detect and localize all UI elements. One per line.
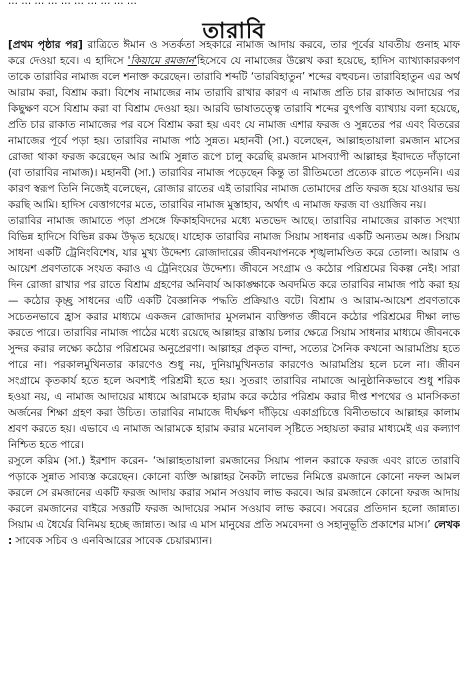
paragraph-2: তারাবির নামাজ জামাতে পড়া প্রসঙ্গে ফিকাহবিদদের মধ্যে মতভেদ আছে। তারাবির নামাজের রাকাত সংখ্যা বিভিন্ন হাদিসে বিভিন্ন রকম উদ্ধৃত হয়েছে। যাহোক তারাবির নামাজ সিয়াম সাধনার একটি অন্যতম অঙ্গ। সিয়াম সাধনা একটি ট্রেনিংবিশেষ, যার মুখ্য উদ্দেশ্য রোজাদারের জীবনযাপনকে শৃঙ্খলামণ্ডিত করে তোলা। আরাম ও আয়েশ প্রবণতাকে সংযত করাও এ ট্রেনিংয়ের উদ্দেশ্য। জীবনে সংগ্রাম ও কঠোর পরিশ্রমের বিকল্প নেই। সারা দিন রোজা রাখার পর রাতে বিশ্রাম গ্রহণের অনিবার্য আকাঙ্ক্ষাকে অবদমিত করে তারাবির নামাজ পাঠ করা হয়— কঠোর কৃচ্ছ্র সাধনের এটি একটি বৈজ্ঞানিক পদ্ধতি প্রক্রিয়াও বটে। বিশ্রাম ও আরাম-আয়েশ প্রবণতাকে সচেতনভাবে হ্রাস করার মাধ্যমে একজন রোজাদার মুসলমান ব্যক্তিগত জীবনে কঠোর পরিশ্রমের দীক্ষা লাভ করতে পারে। তারাবির নামাজ পাঠের মধ্যে রয়েছে আল্লাহর রাস্তায় চলার ক্ষেত্রে সিয়াম সাধনার মাধ্যমে জীবনকে সুন্দর করার লক্ষ্যে কঠোর পরিশ্রমের অনুপ্রেরণা। আল্লাহর প্রকৃত বান্দা, সত্যের সৈনিক কখনো আরামপ্রিয় হতে পারে না। পরকালমুখিনতার কারণেও শুধু নয়, দুনিয়ামুখিনতার কারণেও আরামপ্রিয় হলে চলে না। জীবন সংগ্রামে কৃতকার্য হতে হলে অবশ্যই পরিশ্রমী হতে হয়। সুতরাং তারাবির নামাজে আনুষ্ঠানিকভাবে শুধু শরিক হওয়া নয়, এ নামাজ আদায়ের মাধ্যমে আরামকে হারাম করে কঠোর পরিশ্রম করার দীপ্ত শপথের ও মানসিকতা অর্জনের শিক্ষা গ্রহণ করা উচিত। তারাবির নামাজে দীর্ঘক্ষণ দাঁড়িয়ে একাগ্রচিত্তে বিনীতভাবে আল্লাহর কালাম শ্রবণ করতে হয়। এভাবে এ নামাজ আরামকে হারাম করার মনোবল সৃষ্টিতে সহায়তা করার মাধ্যমেই এর কল্যাণ নিশ্চিত হতে পারে। (8, 215, 460, 451)
article-body (8, 37, 460, 684)
author-text: সাবেক সচিব ও এনবিআরের সাবেক চেয়ারম্যান। (15, 535, 213, 547)
paragraph-1-italic-term: 'কিয়ামে রমজান' (127, 55, 197, 67)
top-cut-off-line: ... ... ... ... ... ... ... ... ... ... (8, 0, 137, 7)
paragraph-3 (8, 453, 460, 549)
author-label: লেখক : (8, 519, 460, 547)
paragraph-3-text: রসুলে করিম (সা.) ইরশাদ করেন- ‘আল্লাহতায়ালা রমজানের সিয়াম পালন করাকে ফরজ এবং রাতে তারাবি পড়াকে সুন্নাত সাব্যস্ত করেছেন। কোনো ব্যক্তি আল্লাহর নৈকট্য লাভের নিমিত্তে রমজানে কোনো নফল আমল করলে সে রমজানের একটি ফরজ আদায় করার সমান সওয়াব লাভ করবে। আর রমজানে কোনো ফরজ আদায় করলে রমজানের বাইরে সত্তরটি ফরজ আদায়ের সমান সওয়াব লাভ করবে। সবরের প্রতিদান হলো জান্নাত। সিয়াম এ ধৈর্যের বিনিময় হচ্ছে জান্নাত। আর এ মাস মানুষের প্রতি সমবেদনা ও সহানুভূতি প্রকাশের মাস।’ (8, 455, 460, 531)
continuation-marker: [প্রথম পৃষ্ঠার পর] (8, 39, 83, 51)
paragraph-1-part-a: রাত্রিতে ঈমান ও সতর্কতা সহকারে নামাজ আদায় করবে, তার পূর্বের যাবতীয় গুনাহ মাফ করে দেওয়া হবে। এ হাদিসে (8, 39, 460, 67)
paragraph-1 (8, 37, 460, 213)
article-title: তারাবি (202, 19, 266, 44)
paragraph-1-part-b: হিসেবে যে নামাজের উল্লেখ করা হয়েছে, হাদিস ব্যাখ্যাকারকগণ তাকে তারাবির নামাজ বলে শনাক্ত করেছেন। তারাবি শব্দটি ‘তারবিহাতুন’ শব্দের বহুবচন। তারাবিহাতুন এর অর্থ আরাম করা, বিশ্রাম করা। বিশেষ নামাজের নাম তারাবি রাখার কারণ এ নামাজ প্রতি চার রাকাত আদায়ের পর কিছুক্ষণ বসে বিশ্রাম করা বা বিশ্রাম দেওয়া হয়। আরবি ভাষাতত্ত্বে তারাবি শব্দের বুৎপত্তি ব্যাখ্যায় বলা হয়েছে, প্রতি চার রাকাত নামাজের পর বসে বিশ্রাম করা হয় এবং যে নামাজ এশার ফরজ ও সুন্নতের পর এবং বিতরের নামাজের পূর্বে পড়া হয়। তারাবির নামাজ পাঠ সুন্নত। মহানবী (সা.) বলেছেন, আল্লাহতায়ালা রমজান মাসের রোজা থাকা ফরজ করেছেন আর আমি সুন্নাত রূপে চালু করেছি রমজান মাসব্যাপী আল্লাহর ইবাদতে দাঁড়ানো (বা তারাবির নামাজ)। মহানবী (সা.) তারাবির নামাজ পড়েছেন কিন্তু তা রীতিমতো প্রত্যেক রাতে পড়েননি। এর কারণ স্বরূপ তিনি নিজেই বলেছেন, রোজার রাতের এই তারাবির নামাজ তোমাদের প্রতি ফরজ হয়ে যাওয়ার ভয় করছি আমি। হাদিস বেত্তাগণের মতে, তারাবির নামাজ মুস্তাহাব, অর্থাৎ এ নামাজ ফরজ বা ওয়াজিব নয়। (8, 55, 460, 211)
